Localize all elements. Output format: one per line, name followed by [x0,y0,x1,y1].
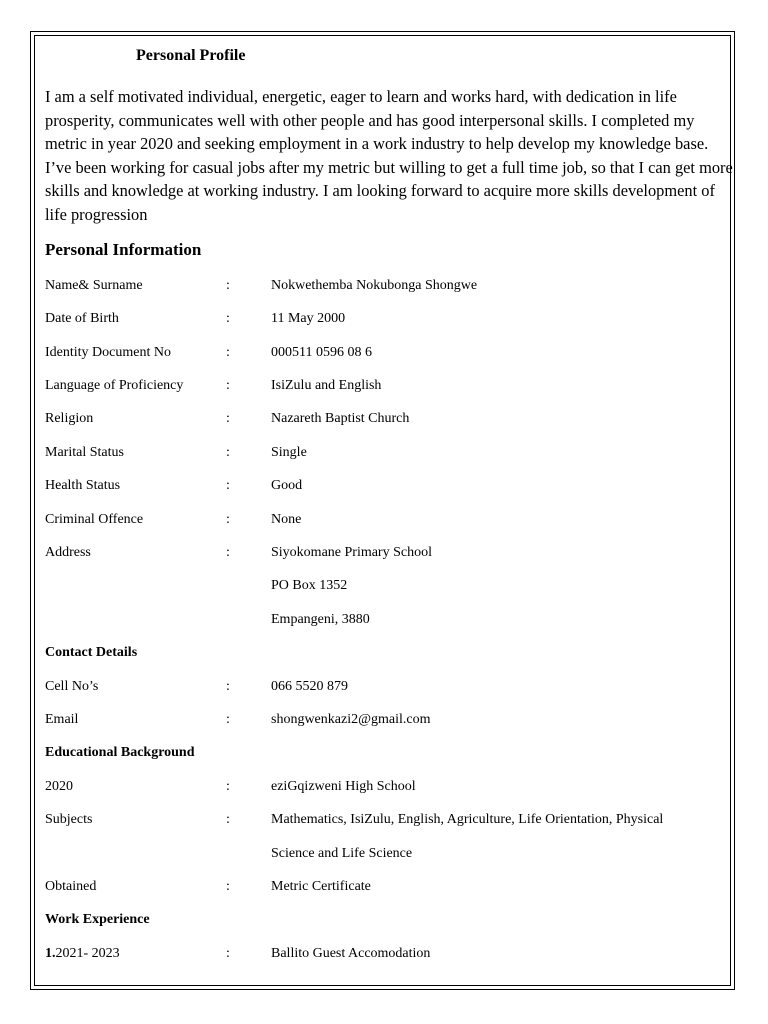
health-value: Good [271,478,303,493]
religion-value: Nazareth Baptist Church [271,411,410,426]
subjects-line-1: Mathematics, IsiZulu, English, Agriculture, Life Orientation, Physical [271,812,664,827]
separator: : [226,779,230,794]
separator: : [226,946,230,961]
separator: : [226,812,230,827]
dob-row [45,309,725,329]
id-label: Identity Document No [45,345,171,360]
address-row [45,543,725,563]
separator: : [226,679,230,694]
separator: : [226,512,230,527]
obtained-row [45,877,725,897]
school-year-label: 2020 [45,779,73,794]
email-value: shongwenkazi2@gmail.com [271,712,431,727]
marital-value: Single [271,445,307,460]
work-period-label [45,944,120,964]
separator: : [226,879,230,894]
religion-label: Religion [45,411,94,426]
health-label: Health Status [45,478,121,493]
address-line-1: Siyokomane Primary School [271,545,432,560]
subjects-row [45,810,725,830]
subjects-line-2: Science and Life Science [271,846,413,861]
work-section [45,910,725,930]
contact-section [45,643,725,663]
obtained-label: Obtained [45,879,97,894]
name-value: Nokwethemba Nokubonga Shongwe [271,278,478,293]
contact-details-heading: Contact Details [45,645,138,660]
profile-text: I am a self motivated individual, energetic, eager to learn and works hard, with dedication in life prosperity, communicates well with other people and has good interpersonal skills. I completed my metric in year 2020 and seeking employment in a work industry to help develop my knowledge base. I’ve been working for casual jobs after my metric but willing to get a full time job, so that I can get more skills and knowledge at working industry. I am looking forward to acquire more skills development of life progression [45,87,733,224]
criminal-label: Criminal Offence [45,512,144,527]
criminal-value: None [271,512,302,527]
separator: : [226,345,230,360]
address-row-2 [45,576,725,596]
language-label: Language of Proficiency [45,378,184,393]
school-value: eziGqizweni High School [271,779,416,794]
work-experience-heading: Work Experience [45,912,150,927]
marital-row [45,443,725,463]
profile-title: Personal Profile [136,47,246,64]
name-row [45,276,725,296]
id-row [45,343,725,363]
email-row [45,710,725,730]
education-section [45,743,725,763]
work-item-period: 2021- 2023 [55,946,120,961]
separator: : [226,378,230,393]
address-label: Address [45,545,91,560]
subjects-row-2 [45,844,725,864]
dob-label: Date of Birth [45,311,119,326]
work-row [45,944,725,964]
separator: : [226,545,230,560]
dob-value: 11 May 2000 [271,311,346,326]
obtained-value: Metric Certificate [271,879,371,894]
separator: : [226,478,230,493]
separator: : [226,712,230,727]
work-value: Ballito Guest Accomodation [271,946,431,961]
cell-row [45,677,725,697]
health-row [45,476,725,496]
language-row [45,376,725,396]
school-row [45,777,725,797]
personal-information-heading: Personal Information [45,240,202,259]
address-line-2: PO Box 1352 [271,578,348,593]
language-value: IsiZulu and English [271,378,382,393]
name-label: Name& Surname [45,278,143,293]
subjects-label: Subjects [45,812,93,827]
work-item-number: 1. [45,946,56,961]
address-row-3 [45,610,725,630]
cell-label: Cell No’s [45,679,99,694]
address-line-3: Empangeni, 3880 [271,612,370,627]
cell-value: 066 5520 879 [271,679,348,694]
marital-label: Marital Status [45,445,124,460]
separator: : [226,411,230,426]
separator: : [226,445,230,460]
id-value: 000511 0596 08 6 [271,345,372,360]
separator: : [226,311,230,326]
educational-background-heading: Educational Background [45,745,195,760]
email-label: Email [45,712,79,727]
separator: : [226,278,230,293]
criminal-row [45,510,725,530]
religion-row [45,409,725,429]
